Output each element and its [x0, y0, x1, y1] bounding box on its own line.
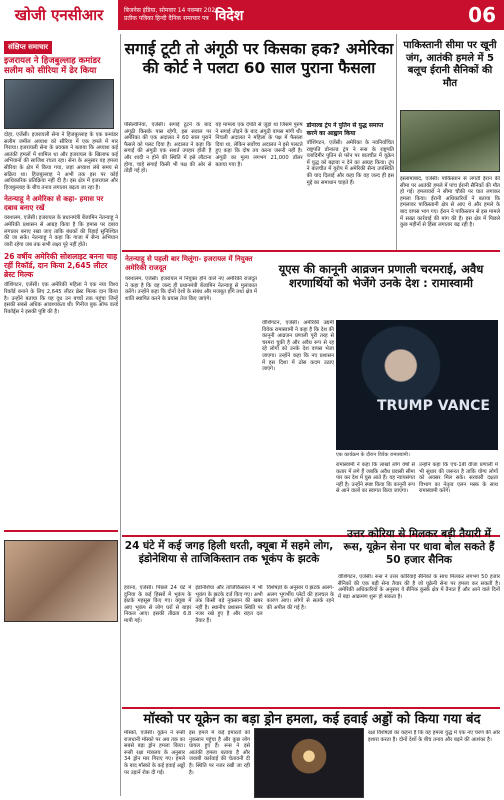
page-number: 06	[468, 3, 496, 27]
highlight-body: यरुशलम, एजेंसी। इजरायल में नियुक्त होने वाले नए अमेरिकी राजदूत ने कहा है कि वह जल्द ही प्रधानमंत्री बेंजामिन नेतन्याहू से मुलाकात करेंगे। उन्होंने कहा कि दोनों देशों के संबंध और मजबूत होंगे तथा क्षेत्र में शांति स्थापित करने के प्रयास तेज किए जाएंगे।	[125, 276, 257, 302]
section-rule	[122, 707, 500, 709]
ramaswamy-photo	[336, 320, 498, 450]
mid-body-columns	[262, 320, 334, 532]
highlight-headline: नेतन्याहू से पहली बार मिलूंगा- इजरायल में नियुक्त अमेरिकी राजदूत	[125, 255, 253, 272]
earthquake-body-2: इंडोनेशिया और ताजिकिस्तान में भी भूकंप के झटके दर्ज किए गए। अभी तक किसी बड़े नुकसान की खबर नहीं है। स्थानीय प्रशासन स्थिति पर नजर रखे हुए है और राहत दल तैयार हैं।	[195, 585, 263, 624]
bottom-body-2: इस हमले में कई इमारतों को नुकसान पहुंचा है और कुछ लोग घायल हुए हैं। रूस ने इसे आतंकी हमला बताया है और जवाबी कार्रवाई की चेतावनी दी है। स्थिति पर नजर रखी जा रही है।	[189, 730, 250, 776]
left-column	[4, 34, 118, 796]
lead-headline: सगाई टूटी तो अंगूठी पर किसका हक? अमेरिका की कोर्ट ने पलटा 60 साल पुराना फैसला	[124, 40, 394, 77]
newspaper-brand: खोजी एनसीआर	[0, 0, 118, 30]
soldiers-photo	[400, 110, 500, 172]
lead-body-columns	[124, 122, 394, 246]
column-divider	[396, 34, 397, 250]
column-divider	[120, 34, 121, 796]
earthquake-headline: 24 घंटे में कई जगह हिली धरती, क्यूबा में सहमे लोग, इंडोनेशिया से ताजिकिस्तान तक भूकंप के झटके	[124, 540, 334, 565]
section-name: विदेश	[215, 8, 244, 24]
earthquake-body-columns	[124, 585, 334, 703]
earthquake-body-3: विशेषज्ञों के अनुसार ये झटके अलग-अलग भूगर्भीय प्लेटों की हलचल के कारण आए। लोगों से सतर्क रहने की अपील की गई है।	[266, 585, 334, 611]
lead-inset-headline: डोनाल्ड ट्रंप ने पुतिन से युद्ध समाप्त करने का आह्वान किया	[306, 122, 384, 137]
right-top-headline: पाकिस्तानी सीमा पर खूनी जंग, आतंकी हमले में 5 बलूच ईरानी सैनिकों की मौत	[403, 40, 497, 89]
russia-korea-body: वॉशिंगटन, एजेंसी। रूस ने उत्तर कोरियाई सैनिकों के साथ मिलकर लगभग 50 हजार सैनिकों की एक बड़ी सेना तैयार की है जो यूक्रेनी सेना पर हमला कर सकती है। अमेरिकी अधिकारियों के अनुसार ये सैनिक कुर्स्क क्षेत्र में तैनात हैं और आने वाले दिनों में बड़ा आक्रमण शुरू हो सकता है।	[338, 574, 500, 600]
mid-headline: यूएस की कानूनी आव्रजन प्रणाली चरमराई, अवैध शरणार्थियों को भेजेंगे उनके देश : रामास्वामी	[278, 262, 484, 290]
bottom-body-columns	[124, 730, 250, 796]
left-headline-3: 26 वर्षीय अमेरिकी सोशलाइट बनना चाह रहीं रिकॉर्ड, दान किया 2,645 लीटर ब्रेस्ट मिल्क	[4, 252, 118, 280]
left-headline: इजरायल ने हिजबुल्लाह कमांडर सलीम को सीरिया में ढेर किया	[4, 56, 101, 76]
left-body-3: वॉशिंगटन, एजेंसी। एक अमेरिकी महिला ने एक नया विश्व रिकॉर्ड बनाने के लिए 2,645 लीटर ब्रेस्ट मिल्क दान किया है। उन्होंने बताया कि यह दूध उन बच्चों तक पहुंचा जिन्हें इसकी सबसे अधिक आवश्यकता थी। गिनीज बुक ऑफ वर्ल्ड रिकॉर्ड्स ने इसकी पुष्टि की है।	[4, 282, 118, 315]
mid-body-1: वॉशिंगटन, एजेंसी। अमेरिकी उद्यमी विवेक रामास्वामी ने कहा है कि देश की कानूनी आव्रजन प्रणाली पूरी तरह से चरमरा चुकी है और अवैध रूप से रह रहे लोगों को उनके देश वापस भेजा जाएगा। उन्होंने कहा कि नए प्रशासन में इस दिशा में ठोस कदम उठाए जाएंगे।	[262, 320, 334, 373]
section-rule	[122, 250, 500, 252]
edition-info: बिजनेस इंडिया, सोमवार 14 नवम्बर 2024 प्रतीक पत्रिका हिन्दी दैनिक समाचार पत्र	[124, 7, 219, 22]
lead-inset-body: वॉशिंगटन, एजेंसी। अमेरिका के नवनिर्वाचित राष्ट्रपति डोनाल्ड ट्रंप ने रूस के राष्ट्रपति व्लादिमीर पुतिन से फोन पर बातचीत में यूक्रेन में युद्ध को बढ़ावा न देने का आग्रह किया। ट्रंप ने बातचीत में यूरोप में अमेरिकी सैन्य उपस्थिति की याद दिलाई और कहा कि वह जल्द ही इस मुद्दे का समाधान चाहते हैं।	[306, 140, 394, 186]
right-top-body: इस्लामाबाद, एजेंसी। पाकिस्तान से लगती ईरान की सीमा पर आतंकी हमले में पांच ईरानी सैनिकों की मौत हो गई। हमलावरों ने सीमा चौकी पर घात लगाकर हमला किया। ईरानी अधिकारियों ने बताया कि हमलावर पाकिस्तानी क्षेत्र से आए थे और हमले के बाद वापस भाग गए। ईरान ने पाकिस्तान से इस मामले में सख्त कार्रवाई की मांग की है। इस क्षेत्र में पिछले कुछ महीनों से हिंसा लगातार बढ़ रही है।	[400, 176, 500, 229]
left-headline-2: नेतन्याहू ने अमेरिका से कहा- हमास पर दबाव बनाए रखें	[4, 195, 104, 212]
russia-korea-headline: उत्तर कोरिया से मिलकर बड़ी तैयारी में रूस, यूक्रेन सेना पर धावा बोल सकते हैं 50 हजार सैनिक	[343, 528, 495, 566]
lead-body-2: यह मामला एक दंपति से जुड़ा था जिसमें पुरुष ने सगाई तोड़ने के बाद अंगूठी वापस मांगी थी। निचली अदालत ने महिला के पक्ष में फैसला दिया था, लेकिन सर्वोच्च अदालत ने इसे पलटते हुए कहा कि दोष तय करना जरूरी नहीं है। अंगूठी का मूल्य लगभग 21,000 डॉलर बताया गया है।	[215, 122, 303, 168]
left-news-image	[4, 79, 114, 129]
woman-photo	[4, 540, 118, 622]
earthquake-body-1: हवाना, एजेंसी। पिछले 24 घंटे में दुनिया के कई हिस्सों में भूकंप के झटके महसूस किए गए। क्यूबा में आए भूकंप से लोग घरों से बाहर निकल आए। इसकी तीव्रता 6.8 मापी गई।	[124, 585, 192, 624]
bottom-body-3: रक्षा विशेषज्ञों का कहना है कि यह हमला युद्ध में एक नए चरण की ओर इशारा करता है। दोनों देशों के बीच तनाव और बढ़ने की आशंका है।	[368, 730, 500, 743]
left-body: दोहा, एजेंसी। इजरायली सेना ने हिजबुल्लाह के एक कमांडर सलीम जमील अय्याश को सीरिया में एक हमले में मार गिराया। इजरायली सेना के प्रवक्ता ने बताया कि अय्याश कई आतंकी हमलों में शामिल था और इजरायल के खिलाफ कई अभियानों की साजिश रचता रहा। सेना के अनुसार यह हमला सीरिया के क्षेत्र में किया गया, जहां अय्याश लंबे समय से सक्रिय था। हिजबुल्लाह ने अभी तक इस पर कोई आधिकारिक प्रतिक्रिया नहीं दी है। इस क्षेत्र में इजरायल और हिजबुल्लाह के बीच तनाव लगातार बढ़ता जा रहा है।	[4, 132, 118, 191]
photo-banner-text: TRUMP VANCE	[376, 398, 490, 414]
lead-body-1: पेंसिल्वेनिया, एजेंसी। सगाई टूटने के बाद अंगूठी किसके पास रहेगी, इस सवाल पर अमेरिका की एक अदालत ने 60 साल पुराने फैसले को पलट दिया है। अदालत ने कहा कि सगाई की अंगूठी एक सशर्त उपहार होती है और शादी न होने की स्थिति में इसे लौटाना होगा, चाहे सगाई किसी भी पक्ष की ओर से तोड़ी गई हो।	[124, 122, 212, 175]
mid-body-columns-2	[336, 462, 498, 526]
bottom-body-1: मॉस्को, एजेंसी। यूक्रेन ने रूसी राजधानी मॉस्को पर अब तक का सबसे बड़ा ड्रोन हमला किया। रूसी रक्षा मंत्रालय के अनुसार 34 ड्रोन मार गिराए गए। हमले के बाद मॉस्को के कई हवाई अड्डों पर उड़ानें रोक दी गईं।	[124, 730, 185, 776]
left-body-2: यरुशलम, एजेंसी। इजरायल के प्रधानमंत्री बेंजामिन नेतन्याहू ने अमेरिकी प्रशासन से आग्रह किया है कि हमास पर दबाव लगातार बनाए रखा जाए ताकि बंधकों की रिहाई सुनिश्चित की जा सके। नेतन्याहू ने कहा कि गाजा में सैन्य अभियान जारी रहेगा जब तक सभी लक्ष्य पूरे नहीं होते।	[4, 215, 118, 248]
mid-body-3: उन्होंने कहा कि एच-1बी वीजा प्रणाली में भी सुधार की जरूरत है ताकि योग्य लोगों को अवसर मिल सके। सरकारी दक्षता विभाग का नेतृत्व एलन मस्क के साथ रामास्वामी करेंगे।	[419, 462, 498, 495]
bottom-headline: मॉस्को पर यूक्रेन का बड़ा ड्रोन हमला, कई हवाई अड्डों को किया गया बंद	[143, 712, 481, 727]
drone-attack-photo	[254, 728, 364, 798]
mid-body-2: रामास्वामी ने कहा कि लाखों लोग वर्षों से कतार में लगे हैं जबकि अवैध प्रवासी सीमा पार कर देश में घुस आते हैं। यह न्यायसंगत नहीं है। उन्होंने स्पष्ट किया कि कानूनी रूप से आने वालों का स्वागत किया जाएगा।	[336, 462, 415, 495]
masthead	[0, 0, 504, 30]
lead-inset	[307, 122, 394, 246]
mid-photo-caption: एक कार्यक्रम के दौरान विवेक रामास्वामी।	[336, 452, 410, 458]
brief-news-label: संक्षिप्त समाचार	[4, 41, 52, 54]
